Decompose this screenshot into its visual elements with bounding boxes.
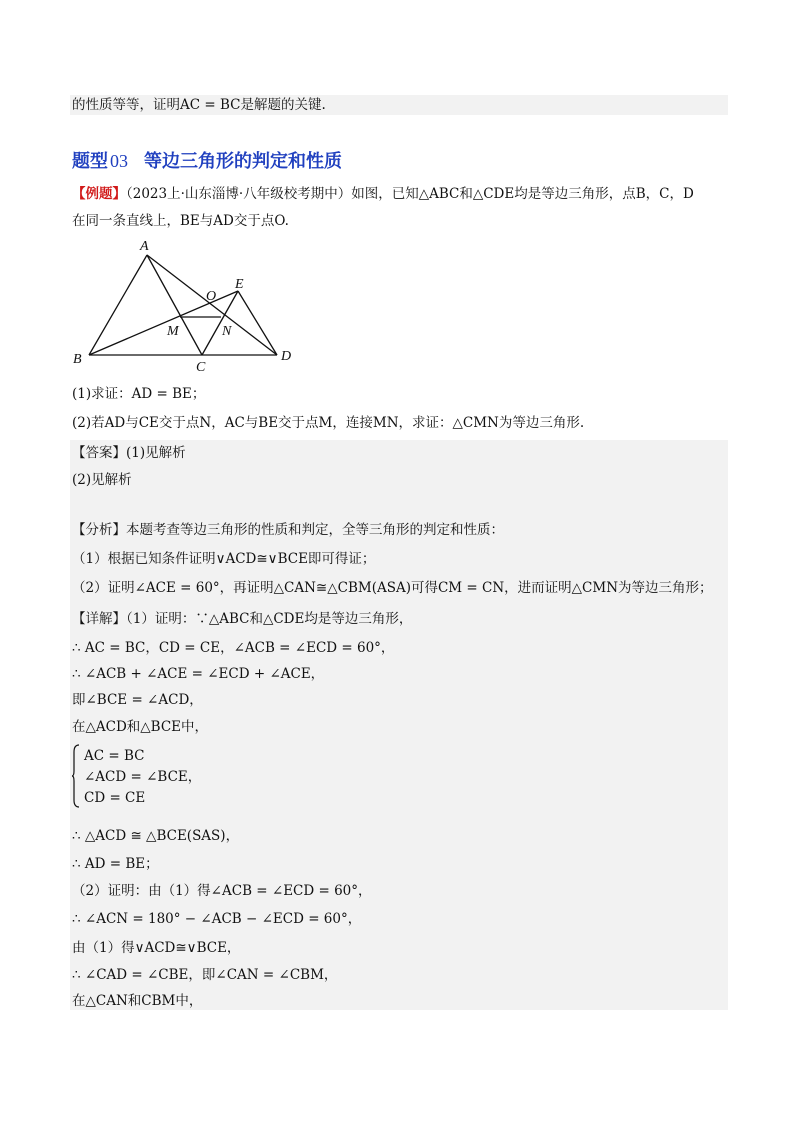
detail-line-2: ∴ AC = BC，CD = CE，∠ACB = ∠ECD = 60°， (72, 640, 395, 656)
detail-line-6: ∴ △ACD ≅ △BCE(SAS)， (72, 828, 240, 844)
example-text-1: （2023上·山东淄博·八年级校考期中）如图，已知△ABC和△CDE均是等边三角形，点B，C，D (126, 186, 694, 202)
system-line-3: CD = CE (84, 790, 146, 806)
section-number: 03 (110, 151, 128, 171)
label-a: A (140, 239, 149, 254)
example-line-1 (72, 184, 694, 204)
section-title-text: 等边三角形的判定和性质 (144, 151, 342, 172)
segment-ed (238, 291, 277, 355)
example-line-2: 在同一条直线上，BE与AD交于点O. (72, 213, 289, 229)
detail-line-5: 在△ACD和△BCE中， (72, 719, 209, 735)
detail-line-1: 【详解】（1）证明：∵△ABC和△CDE均是等边三角形， (72, 611, 413, 627)
label-e: E (235, 277, 244, 292)
analysis-line-3: （2）证明∠ACE = 60°，再证明△CAN≅△CBM(ASA)可得CM = CN，进而证明△CMN为等边三角形； (72, 580, 713, 596)
label-m: M (167, 324, 179, 339)
section-title (72, 147, 342, 173)
detail-line-4: 即∠BCE = ∠ACD， (72, 692, 203, 708)
system-line-1: AC = BC (84, 748, 145, 764)
answer-line-1: 【答案】(1)见解析 (72, 445, 186, 461)
system-line-2: ∠ACD = ∠BCE， (84, 769, 202, 785)
detail-line-3: ∴ ∠ACB + ∠ACE = ∠ECD + ∠ACE， (72, 666, 325, 682)
label-o: O (206, 289, 217, 304)
analysis-line-1: 【分析】本题考查等边三角形的性质和判定，全等三角形的判定和性质： (72, 522, 504, 538)
segment-ac (147, 255, 202, 355)
segment-ab (89, 255, 147, 355)
segment-ad (147, 255, 277, 355)
detail-line-12: 在△CAN和CBM中， (72, 993, 203, 1009)
analysis-line-2: （1）根据已知条件证明∨ACD≅∨BCE即可得证； (72, 551, 376, 567)
label-n: N (222, 324, 232, 339)
geometry-figure (72, 236, 304, 376)
example-tag: 【例题】 (72, 186, 126, 202)
label-b: B (73, 352, 82, 367)
answer-line-2: (2)见解析 (72, 472, 132, 488)
label-d: D (281, 349, 292, 364)
label-c: C (196, 360, 206, 375)
question-1: (1)求证：AD = BE； (72, 386, 206, 402)
system-brace (72, 744, 80, 808)
detail-line-10: 由（1）得∨ACD≅∨BCE， (72, 940, 241, 956)
section-prefix: 题型 (72, 151, 108, 172)
intro-line: 的性质等等，证明AC = BC是解题的关键. (72, 97, 326, 113)
detail-line-8: （2）证明：由（1）得∠ACB = ∠ECD = 60°， (72, 883, 372, 899)
detail-line-7: ∴ AD = BE； (72, 856, 159, 872)
detail-line-11: ∴ ∠CAD = ∠CBE，即∠CAN = ∠CBM， (72, 967, 338, 983)
question-2: (2)若AD与CE交于点N，AC与BE交于点M，连接MN，求证：△CMN为等边三角形. (72, 415, 585, 431)
detail-line-9: ∴ ∠ACN = 180° − ∠ACB − ∠ECD = 60°， (72, 911, 362, 927)
